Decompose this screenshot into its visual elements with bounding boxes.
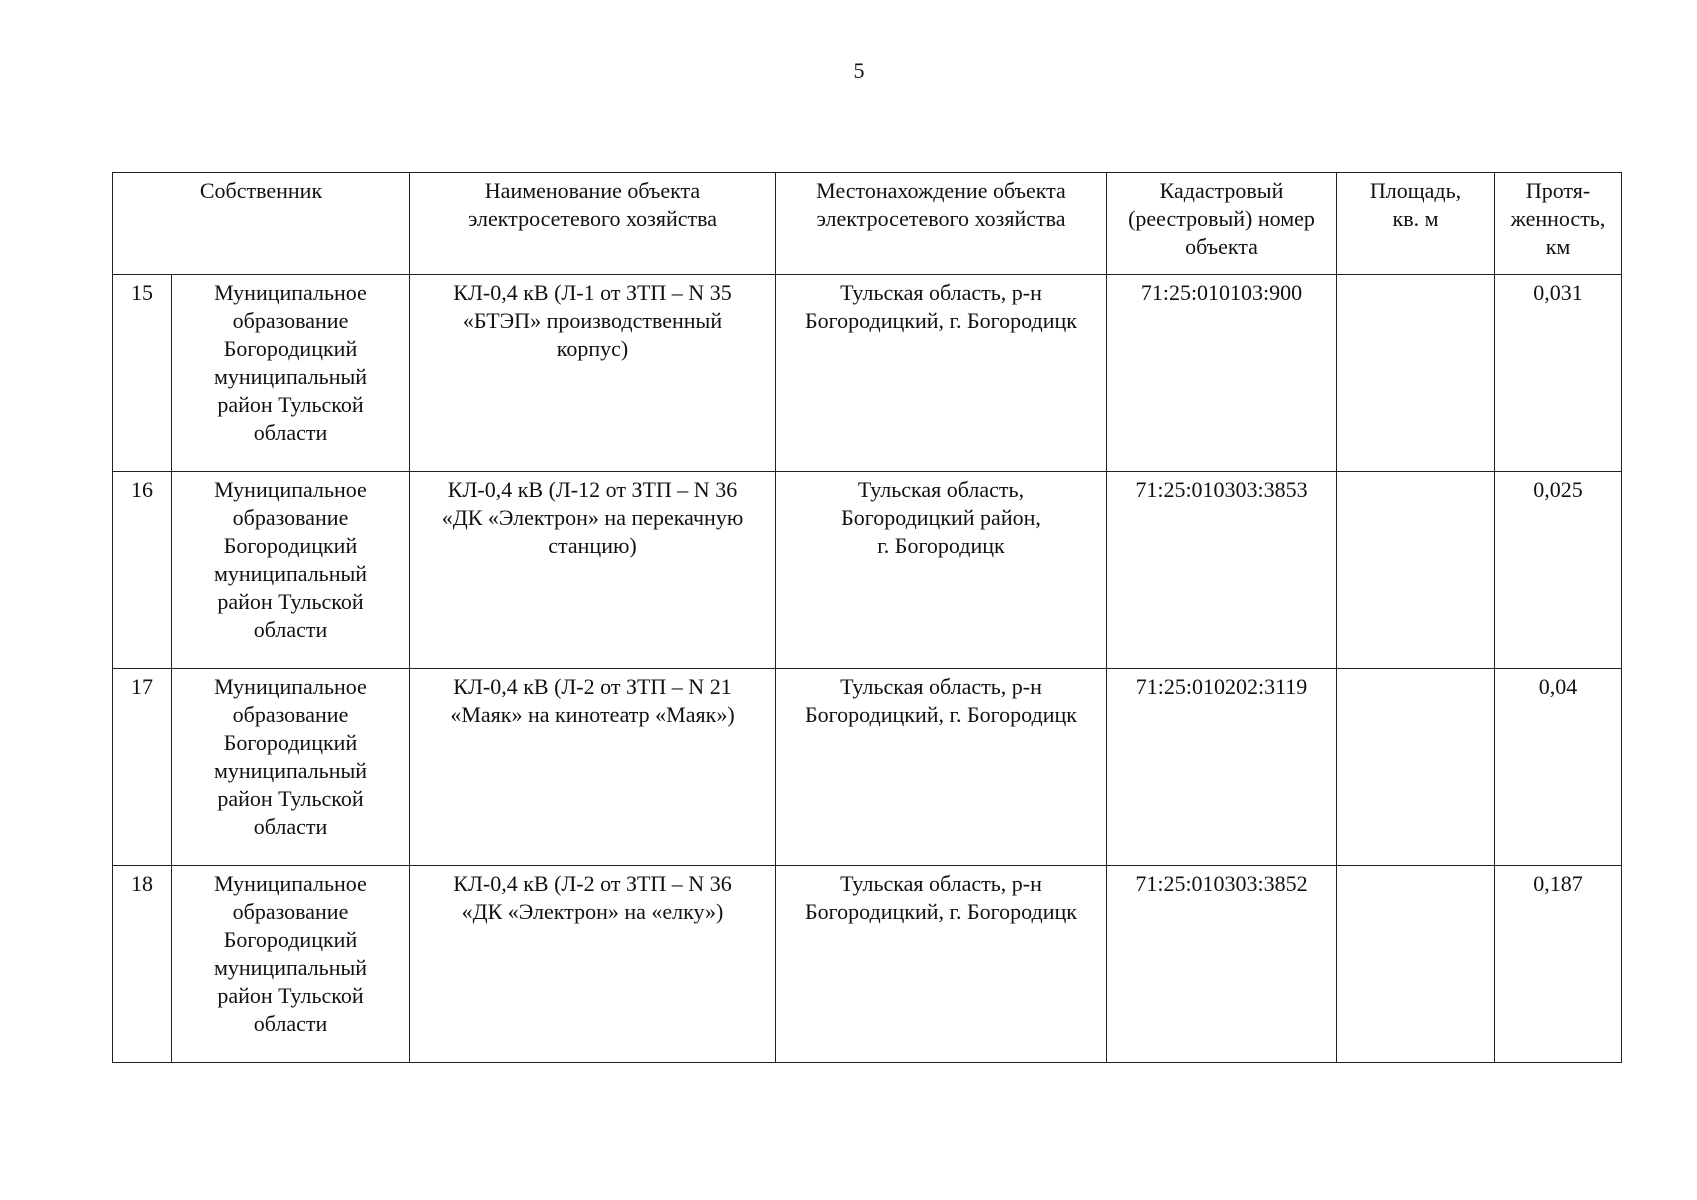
row-object-name: КЛ-0,4 кВ (Л-1 от ЗТП – N 35 «БТЭП» производственный корпус): [410, 275, 776, 472]
row-number: 18: [113, 866, 172, 1063]
page-number: 5: [853, 58, 865, 83]
row-object-name: КЛ-0,4 кВ (Л-12 от ЗТП – N 36 «ДК «Электрон» на перекачную станцию): [410, 472, 776, 669]
header-object-name: Наименование объекта электросетевого хозяйства: [410, 173, 776, 275]
row-cadastral: 71:25:010202:3119: [1107, 669, 1337, 866]
registry-table: [112, 172, 1622, 1063]
row-length: 0,031: [1495, 275, 1622, 472]
row-object-name: КЛ-0,4 кВ (Л-2 от ЗТП – N 36 «ДК «Электрон» на «елку»): [410, 866, 776, 1063]
header-owner: Собственник: [113, 173, 410, 275]
table-row: [113, 275, 1622, 472]
row-length: 0,187: [1495, 866, 1622, 1063]
row-number: 17: [113, 669, 172, 866]
row-cadastral: 71:25:010303:3853: [1107, 472, 1337, 669]
row-location: Тульская область, р-н Богородицкий, г. Богородицк: [776, 866, 1107, 1063]
header-cadastral: Кадастровый (реестровый) номер объекта: [1107, 173, 1337, 275]
row-area: [1337, 275, 1495, 472]
row-location: Тульская область, Богородицкий район, г. Богородицк: [776, 472, 1107, 669]
row-cadastral: 71:25:010103:900: [1107, 275, 1337, 472]
row-number: 16: [113, 472, 172, 669]
row-location: Тульская область, р-н Богородицкий, г. Богородицк: [776, 669, 1107, 866]
row-area: [1337, 472, 1495, 669]
header-length: Протя- женность, км: [1495, 173, 1622, 275]
table-row: [113, 866, 1622, 1063]
row-number: 15: [113, 275, 172, 472]
row-length: 0,04: [1495, 669, 1622, 866]
table-header-row: [113, 173, 1622, 275]
row-owner: Муниципальное образование Богородицкий муниципальный район Тульской области: [172, 472, 410, 669]
header-location: Местонахождение объекта электросетевого хозяйства: [776, 173, 1107, 275]
row-owner: Муниципальное образование Богородицкий муниципальный район Тульской области: [172, 275, 410, 472]
row-location: Тульская область, р-н Богородицкий, г. Богородицк: [776, 275, 1107, 472]
row-area: [1337, 866, 1495, 1063]
table-row: [113, 669, 1622, 866]
table-row: [113, 472, 1622, 669]
row-cadastral: 71:25:010303:3852: [1107, 866, 1337, 1063]
row-owner: Муниципальное образование Богородицкий муниципальный район Тульской области: [172, 866, 410, 1063]
row-object-name: КЛ-0,4 кВ (Л-2 от ЗТП – N 21 «Маяк» на кинотеатр «Маяк»): [410, 669, 776, 866]
row-area: [1337, 669, 1495, 866]
row-owner: Муниципальное образование Богородицкий муниципальный район Тульской области: [172, 669, 410, 866]
header-area: Площадь, кв. м: [1337, 173, 1495, 275]
row-length: 0,025: [1495, 472, 1622, 669]
